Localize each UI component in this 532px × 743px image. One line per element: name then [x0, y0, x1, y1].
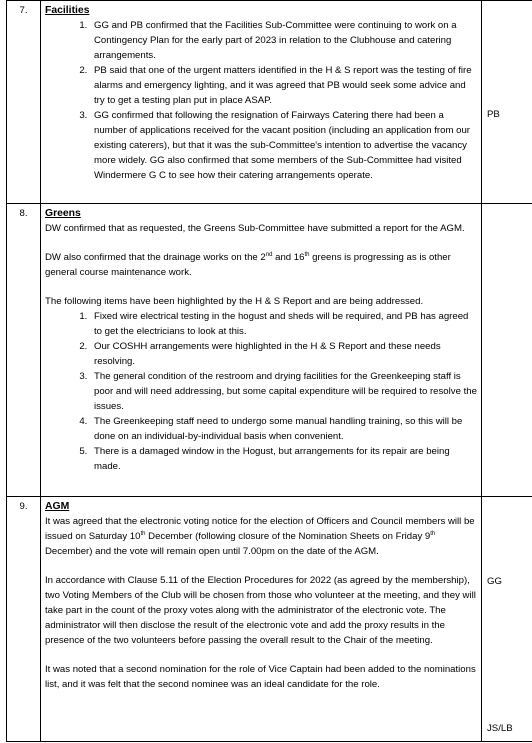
list-item: 3. The general condition of the restroom and drying facilities for the Greenkeeping staff is poor and will need addressing, but some capital expenditure will be required to resolve the issues.	[90, 369, 477, 414]
paragraph: The following items have been highlighted by the H & S Report and are being addressed.	[45, 296, 424, 307]
section-body-agm	[41, 497, 482, 742]
list-item: 1. Fixed wire electrical testing in the hogust and sheds will be required, and PB has agreed to get the electricians to look at this.	[90, 309, 477, 339]
paragraph: It was noted that a second nomination for the role of Vice Captain had been added to the nominations list, and it was felt that the second nominee was an ideal candidate for the role.	[45, 664, 476, 690]
greens-list	[45, 309, 477, 474]
paragraph: In accordance with Clause 5.11 of the Election Procedures for 2022 (as agreed by the membership), two Voting Members of the Club will be chosen from those who volunteer at the meeting, and they will take part in the count of the proxy votes along with the administrator of the electronic vote. The administrator will then disclose the result of the electronic vote and add the proxy results in the presence of the two volunteers before passing the overall result to the Chair of the meeting.	[45, 575, 476, 646]
minutes-table	[6, 0, 532, 742]
section-heading: Facilities	[45, 5, 90, 16]
paragraph: DW confirmed that as requested, the Greens Sub-Committee have submitted a report for the AGM.	[45, 223, 465, 234]
facilities-list	[45, 18, 477, 183]
section-heading: Greens	[45, 208, 81, 219]
section-row-greens	[7, 204, 532, 497]
section-row-facilities	[7, 1, 532, 204]
list-item: 2. PB said that one of the urgent matters identified in the H & S report was the testing of fire alarms and emergency lighting, and it was agreed that PB would seek some advice and try to get a testing plan put in place ASAP.	[90, 63, 477, 108]
action-owner: PB	[487, 109, 500, 120]
action-cell	[482, 497, 532, 742]
section-row-agm	[7, 497, 532, 742]
list-item: 5. There is a damaged window in the Hogust, but arrangements for its repair are being made.	[90, 444, 477, 474]
list-item: 2. Our COSHH arrangements were highlighted in the H & S Report and these needs resolving.	[90, 339, 477, 369]
action-owner: JS/LB	[487, 723, 513, 734]
section-body-facilities	[41, 1, 482, 204]
action-cell	[482, 204, 532, 497]
section-body-greens	[41, 204, 482, 497]
section-number: 7.	[7, 1, 41, 204]
section-number: 8.	[7, 204, 41, 497]
section-number: 9.	[7, 497, 41, 742]
action-owner: GG	[487, 576, 502, 587]
list-item: 4. The Greenkeeping staff need to undergo some manual handling training, so this will be done on an individual-by-individual basis when convenient.	[90, 414, 477, 444]
paragraph: DW also confirmed that the drainage works on the 2nd and 16th greens is progressing as is other general course maintenance work.	[45, 251, 451, 278]
list-item: 1. GG and PB confirmed that the Facilities Sub-Committee were continuing to work on a Contingency Plan for the early part of 2023 in relation to the Clubhouse and catering arrangements.	[90, 18, 477, 63]
section-heading: AGM	[45, 501, 70, 512]
action-cell	[482, 1, 532, 204]
list-item: 3. GG confirmed that following the resignation of Fairways Catering there had been a number of applications received for the vacant position (including an application from our existing caterers), but that it was the sub-Committee's intention to advertise the vacancy more widely. GG also confirmed that some members of the Sub-Committee had visited Windermere G C to see how their catering arrangements operate.	[90, 108, 477, 183]
paragraph: It was agreed that the electronic voting notice for the election of Officers and Council members will be issued on Saturday 10th December (following closure of the Nomination Sheets on Friday 9th December) and the vote will remain open until 7.00pm on the date of the AGM.	[45, 516, 475, 557]
